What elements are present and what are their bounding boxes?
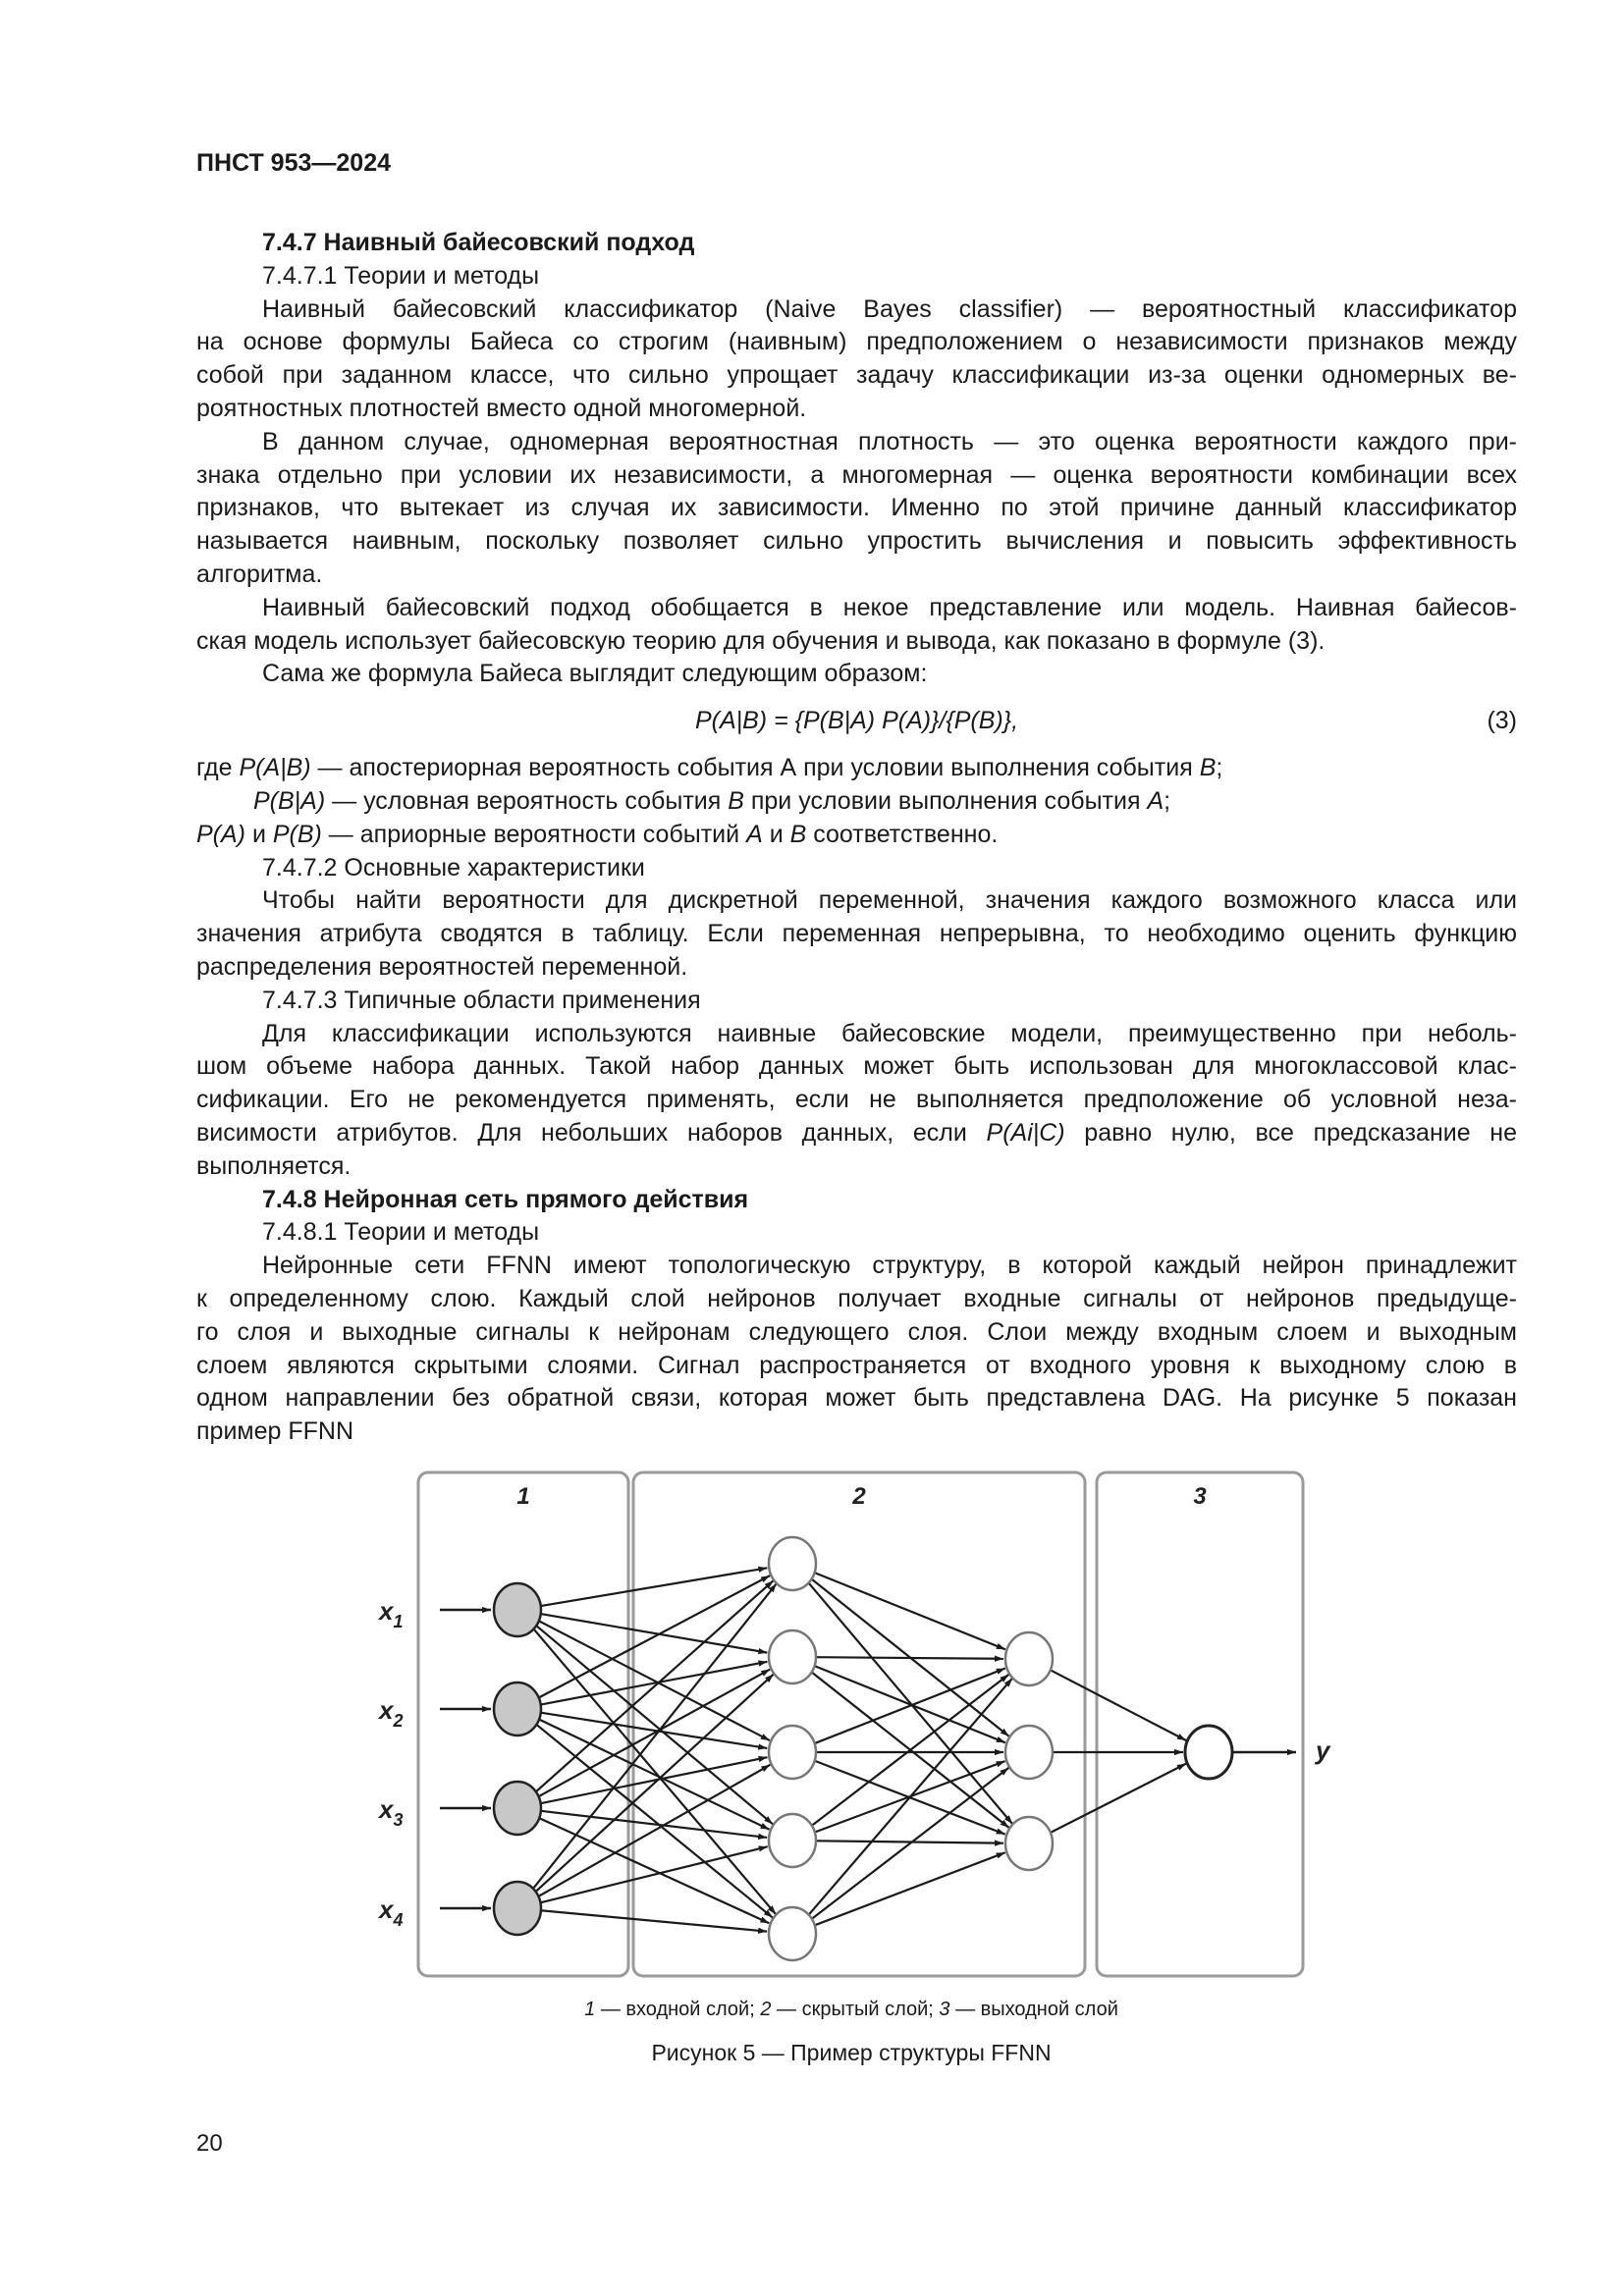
text-line: Наивный байесовский классификатор (Naive Bayes classifier) — вероятностный классификатор [262, 294, 1517, 323]
italic-text: B [1199, 754, 1217, 782]
text-line: сификации. Его не рекомендуется применять, если не выполняется предположение об условной неза- [196, 1086, 1517, 1114]
subsection-heading: 7.4.7.3 Типичные области применения [262, 986, 701, 1014]
text-line: Нейронные сети FFNN имеют топологическую структуру, в которой каждый нейрон принадлежит [262, 1252, 1517, 1280]
bayes-formula: P(A|B) = {P(B|A) P(A)}/{P(B)}, [694, 707, 1019, 735]
section-heading: 7.4.7 Наивный байесовский подход [262, 229, 695, 256]
text-line: Наивный байесовский подход обобщается в некое представление или модель. Наивная байесов- [262, 593, 1517, 621]
hidden-neuron [769, 1630, 816, 1683]
italic-text: A [1147, 786, 1164, 815]
formula-number: (3) [1487, 707, 1517, 735]
definition-line: где P(A|B) — апостериорная вероятность события А при условии выполнения события B; [196, 754, 1223, 782]
text-line: к определенному слою. Каждый слой нейронов получает входные сигналы от нейронов предыдуще- [196, 1284, 1517, 1312]
text-line: собой при заданном классе, что сильно упрощает задачу классификации из-за оценки одномерных ве- [196, 361, 1517, 390]
figure-title: Рисунок 5 — Пример структуры FFNN [651, 2040, 1052, 2065]
layer-label-1: 1 [516, 1483, 530, 1510]
hidden-neuron [769, 1537, 816, 1590]
italic-text: B [728, 786, 744, 815]
text-line: В данном случае, одномерная вероятностная плотность — это оценка вероятности каждого при- [262, 427, 1517, 455]
text-line: на основе формулы Байеса со строгим (наивным) предположением о независимости признаков между [196, 328, 1517, 356]
hidden-neuron [769, 1814, 816, 1867]
text-line: одном направлении без обратной связи, которая может быть представлена DAG. На рисунке 5 показан [196, 1384, 1517, 1413]
hidden-neuron [769, 1726, 816, 1779]
layer-box-2 [633, 1472, 1085, 1976]
text-line: выполняется. [196, 1151, 352, 1180]
text-line: знака отдельно при условии их независимости, а многомерная — оценка вероятности комбинации всех [196, 460, 1517, 489]
input-label: $x_4$ [379, 1895, 404, 1930]
text-line: Сама же формула Байеса выглядит следующим образом: [262, 660, 928, 688]
layer-box-3 [1097, 1472, 1303, 1976]
hidden-neuron [769, 1907, 816, 1960]
text-line: значения атрибута сводятся в таблицу. Если переменная непрерывна, то необходимо оценить функцию [196, 920, 1517, 948]
text-line: признаков, что вытекает из случая их зависимости. Именно по этой причине данный классификатор [196, 494, 1517, 522]
text-line: алгоритма. [196, 560, 323, 588]
italic-text: P(B) [272, 820, 322, 848]
text-line: Чтобы найти вероятности для дискретной переменной, значения каждого возможного класса или [262, 886, 1517, 915]
input-neuron [494, 1782, 541, 1835]
text-line: называется наивным, поскольку позволяет сильно упростить вычисления и повысить эффективность [196, 527, 1517, 556]
text-line: роятностных плотностей вместо одной многомерной. [196, 394, 807, 422]
subsection-heading: 7.4.7.1 Теории и методы [262, 261, 540, 290]
italic-text: P(Ai|C) [986, 1118, 1065, 1147]
italic-text: 3 [939, 1999, 950, 2020]
text-line: Для классификации используются наивные байесовские модели, преимущественно при неболь- [262, 1019, 1517, 1047]
italic-text: P(B|A) [253, 786, 326, 815]
subsection-heading: 7.4.7.2 Основные характеристики [262, 853, 645, 881]
hidden-neuron [1005, 1726, 1053, 1779]
hidden-neuron [1005, 1632, 1053, 1685]
subsection-heading: 7.4.8.1 Теории и методы [262, 1218, 540, 1247]
page-number: 20 [196, 2130, 223, 2157]
italic-text: P(A|B) [239, 754, 311, 782]
input-label: $x_3$ [379, 1794, 404, 1830]
definition-line: P(B|A) — условная вероятность события B при условии выполнения события A; [253, 786, 1171, 815]
input-neuron [494, 1682, 541, 1735]
text-line: шом объеме набора данных. Такой набор данных может быть использован для многоклассовой клас- [196, 1052, 1517, 1081]
text-line: висимости атрибутов. Для небольших наборов данных, если P(Ai|C) равно нулю, все предсказание не [196, 1118, 1518, 1147]
input-neuron [494, 1583, 541, 1636]
text-line: распределения вероятностей переменной. [196, 952, 688, 981]
definition-line: P(A) и P(B) — априорные вероятности событий A и B соответственно. [196, 820, 999, 848]
input-label: $x_1$ [379, 1596, 404, 1631]
input-label: $x_2$ [379, 1695, 404, 1731]
italic-text: 1 [584, 1999, 596, 2020]
italic-text: A [746, 820, 763, 848]
input-neuron [494, 1882, 541, 1935]
layer-label-2: 2 [852, 1483, 866, 1510]
output-neuron [1185, 1726, 1232, 1779]
italic-text: B [789, 820, 807, 848]
figure-legend: 1 — входной слой; 2 — скрытый слой; 3 — выходной слой [584, 1999, 1118, 2020]
italic-text: P(A) [196, 820, 245, 848]
output-label: y [1316, 1735, 1330, 1765]
hidden-neuron [1005, 1817, 1053, 1870]
text-line: го слоя и выходные сигналы к нейронам следующего слоя. Слои между входным слоем и выходным [196, 1317, 1517, 1346]
text-line: пример FFNN [196, 1417, 353, 1446]
document-id-header: ПНСТ 953—2024 [196, 149, 391, 177]
text-line: ская модель использует байесовскую теорию для обучения и вывода, как показано в формуле (3). [196, 626, 1326, 655]
italic-text: 2 [760, 1999, 772, 2020]
section-heading: 7.4.8 Нейронная сеть прямого действия [262, 1185, 749, 1213]
text-line: слоем являются скрытыми слоями. Сигнал распространяется от входного уровня к выходному слою в [196, 1351, 1517, 1379]
layer-label-3: 3 [1193, 1483, 1207, 1510]
